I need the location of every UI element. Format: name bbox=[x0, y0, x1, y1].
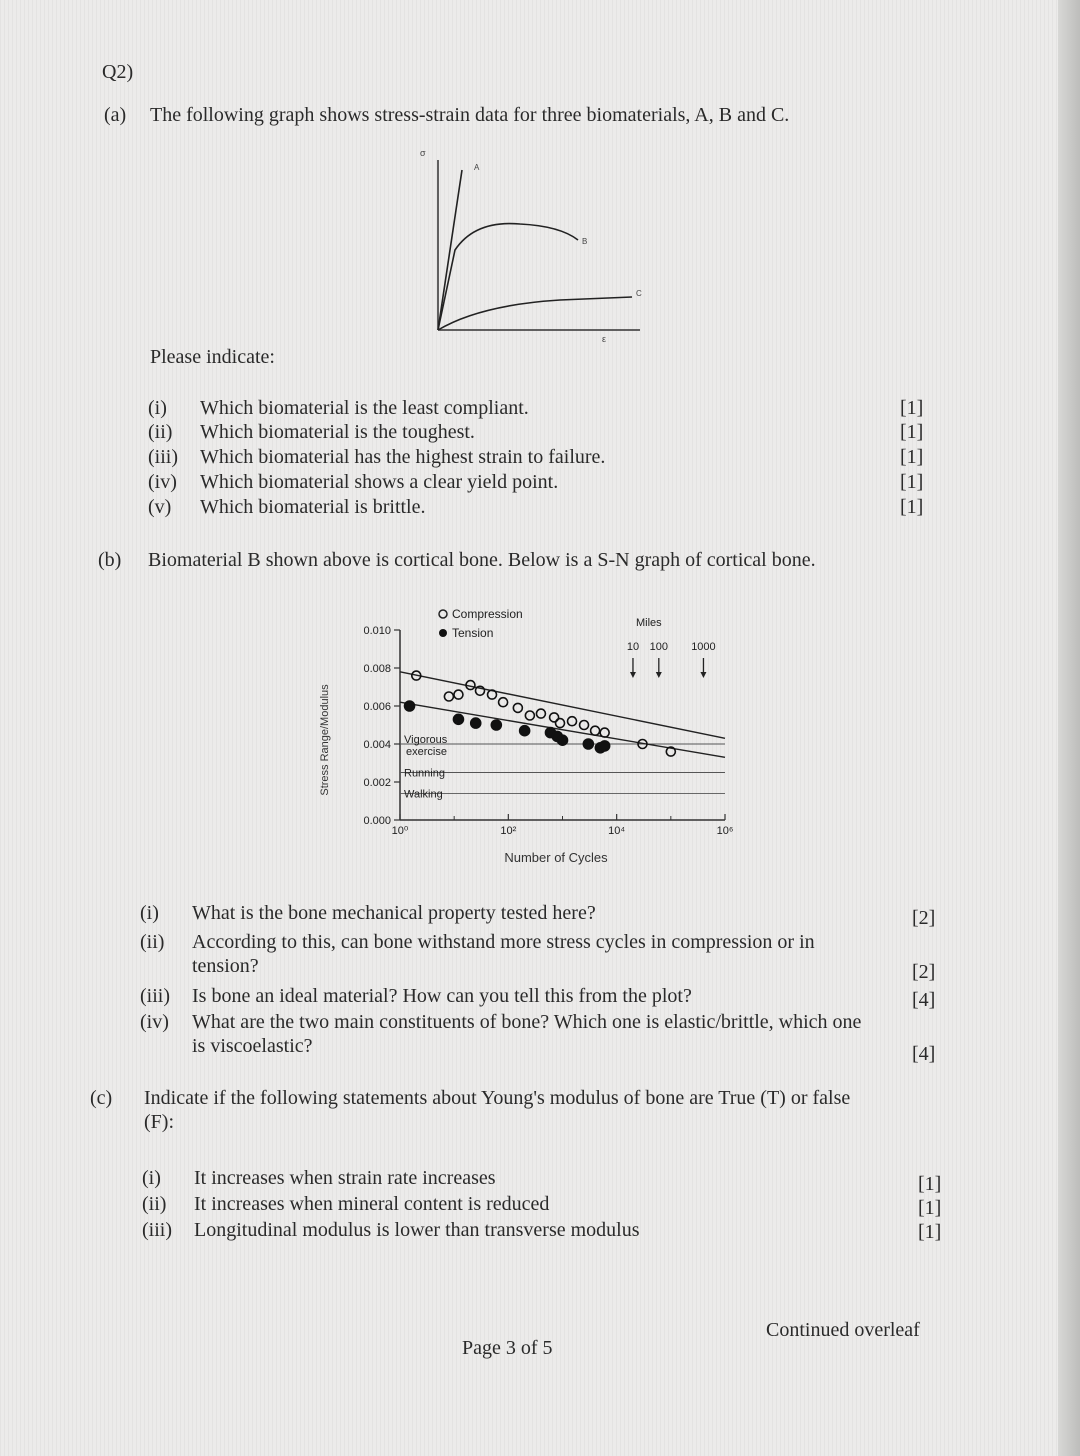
c-item-num: (ii) bbox=[142, 1193, 167, 1215]
c-item-num: (i) bbox=[142, 1167, 161, 1189]
miles-arrowhead bbox=[656, 672, 662, 678]
tension-point bbox=[583, 739, 593, 749]
legend-label-compression: Compression bbox=[452, 607, 523, 621]
c-item-mark: [1] bbox=[918, 1197, 942, 1219]
miles-title: Miles bbox=[635, 617, 662, 629]
a-item-num: (i) bbox=[148, 397, 167, 419]
a-item-mark: [1] bbox=[900, 421, 924, 443]
compression-point bbox=[536, 709, 545, 718]
a-item-text: Which biomaterial is the least compliant. bbox=[200, 397, 529, 419]
b-item-text: What is the bone mechanical property tested here? bbox=[192, 902, 596, 924]
part-a-intro: The following graph shows stress-strain data for three biomaterials, A, B and C. bbox=[150, 104, 790, 126]
legend-marker-tension bbox=[439, 629, 447, 637]
tension-point bbox=[520, 726, 530, 736]
reference-label: Running bbox=[404, 767, 445, 780]
part-c-label: (c) bbox=[90, 1087, 113, 1109]
tension-point bbox=[491, 720, 501, 730]
compression-point bbox=[454, 690, 463, 699]
reference-label: Walking bbox=[404, 788, 443, 801]
c-item-text: Longitudinal modulus is lower than transverse modulus bbox=[194, 1219, 640, 1241]
stress-strain-graph bbox=[400, 140, 680, 350]
a-item-text: Which biomaterial is brittle. bbox=[200, 496, 426, 518]
y-tick-label: 0.010 bbox=[363, 625, 391, 637]
a-item-num: (iv) bbox=[148, 471, 177, 493]
a-item-mark: [1] bbox=[900, 397, 924, 419]
tension-point bbox=[405, 701, 415, 711]
compression-point bbox=[580, 721, 589, 730]
compression-point bbox=[556, 719, 565, 728]
part-a-label: (a) bbox=[104, 104, 127, 126]
b-item-num: (iii) bbox=[140, 985, 170, 1007]
part-c-intro-cont: (F): bbox=[144, 1111, 174, 1133]
b-item-mark: [2] bbox=[912, 961, 936, 983]
curve-label-a: A bbox=[474, 163, 480, 172]
a-item-num: (ii) bbox=[148, 421, 173, 443]
curve-a bbox=[438, 170, 462, 330]
b-item-mark: [4] bbox=[912, 989, 936, 1011]
fit-line bbox=[400, 672, 725, 739]
x-axis-label: Number of Cycles bbox=[504, 850, 608, 865]
a-item-num: (v) bbox=[148, 496, 172, 518]
b-item-text: According to this, can bone withstand more stress cycles in compression or in bbox=[192, 931, 815, 953]
y-tick-label: 0.002 bbox=[363, 777, 391, 789]
b-item-mark: [4] bbox=[912, 1043, 936, 1065]
c-item-num: (iii) bbox=[142, 1219, 172, 1241]
compression-point bbox=[488, 690, 497, 699]
b-item-num: (iv) bbox=[140, 1011, 169, 1033]
curve-b bbox=[438, 224, 578, 330]
b-item-text-cont: tension? bbox=[192, 955, 259, 977]
c-item-text: It increases when strain rate increases bbox=[194, 1167, 496, 1189]
a-item-text: Which biomaterial is the toughest. bbox=[200, 421, 475, 443]
b-item-num: (i) bbox=[140, 902, 159, 924]
miles-label: 100 bbox=[649, 641, 668, 653]
compression-point bbox=[444, 692, 453, 701]
c-item-text: It increases when mineral content is reduced bbox=[194, 1193, 550, 1215]
compression-point bbox=[513, 703, 522, 712]
y-tick-label: 0.004 bbox=[363, 739, 391, 751]
tension-point bbox=[600, 741, 610, 751]
a-item-text: Which biomaterial shows a clear yield point. bbox=[200, 471, 559, 493]
curve-label-b: B bbox=[582, 237, 588, 246]
part-b-intro: Biomaterial B shown above is cortical bone. Below is a S-N graph of cortical bone. bbox=[148, 549, 816, 571]
compression-point bbox=[591, 726, 600, 735]
miles-label: 1000 bbox=[691, 641, 716, 653]
a-item-text: Which biomaterial has the highest strain to failure. bbox=[200, 446, 606, 468]
y-axis-label: Stress Range/Modulus bbox=[319, 684, 331, 796]
sn-graph bbox=[300, 600, 770, 875]
chart-legend bbox=[439, 607, 523, 640]
part-b-label: (b) bbox=[98, 549, 122, 571]
c-item-mark: [1] bbox=[918, 1173, 942, 1195]
stress-axis-symbol: σ bbox=[420, 148, 426, 158]
tension-point bbox=[453, 714, 463, 724]
b-item-mark: [2] bbox=[912, 907, 936, 929]
strain-axis-symbol: ε bbox=[602, 334, 607, 344]
miles-arrowhead bbox=[700, 672, 706, 678]
tension-point bbox=[471, 718, 481, 728]
curve-label-c: C bbox=[636, 289, 642, 298]
compression-point bbox=[499, 698, 508, 707]
a-item-mark: [1] bbox=[900, 496, 924, 518]
continued-overleaf: Continued overleaf bbox=[766, 1319, 920, 1341]
x-tick-label: 10⁴ bbox=[608, 825, 626, 837]
x-tick-label: 10⁰ bbox=[391, 825, 409, 837]
compression-point bbox=[525, 711, 534, 720]
b-item-text: What are the two main constituents of bone? Which one is elastic/brittle, which one bbox=[192, 1011, 862, 1033]
fit-line bbox=[400, 702, 725, 757]
c-item-mark: [1] bbox=[918, 1221, 942, 1243]
part-c-intro: Indicate if the following statements about Young's modulus of bone are True (T) or false bbox=[144, 1087, 851, 1109]
legend-label-tension: Tension bbox=[452, 626, 494, 640]
question-number: Q2) bbox=[102, 61, 134, 83]
b-item-text: Is bone an ideal material? How can you tell this from the plot? bbox=[192, 985, 692, 1007]
compression-point bbox=[568, 717, 577, 726]
legend-marker-compression bbox=[439, 610, 447, 618]
paper-edge bbox=[1058, 0, 1080, 1456]
tension-point bbox=[558, 735, 568, 745]
miles-label: 10 bbox=[626, 641, 640, 653]
miles-arrowhead bbox=[630, 672, 636, 678]
y-tick-label: 0.006 bbox=[363, 701, 391, 713]
reference-label: Vigorous bbox=[404, 734, 448, 746]
part-a-prompt: Please indicate: bbox=[150, 346, 275, 368]
a-item-mark: [1] bbox=[900, 446, 924, 468]
x-tick-label: 10² bbox=[500, 825, 517, 837]
x-tick-label: 10⁶ bbox=[716, 825, 734, 837]
b-item-num: (ii) bbox=[140, 931, 165, 953]
compression-point bbox=[600, 728, 609, 737]
a-item-num: (iii) bbox=[148, 446, 178, 468]
page-number: Page 3 of 5 bbox=[462, 1337, 553, 1359]
a-item-mark: [1] bbox=[900, 471, 924, 493]
curve-c bbox=[438, 297, 632, 330]
reference-label: exercise bbox=[406, 746, 447, 758]
y-tick-label: 0.000 bbox=[363, 815, 391, 827]
y-tick-label: 0.008 bbox=[363, 663, 391, 675]
b-item-text-cont: is viscoelastic? bbox=[192, 1035, 313, 1057]
